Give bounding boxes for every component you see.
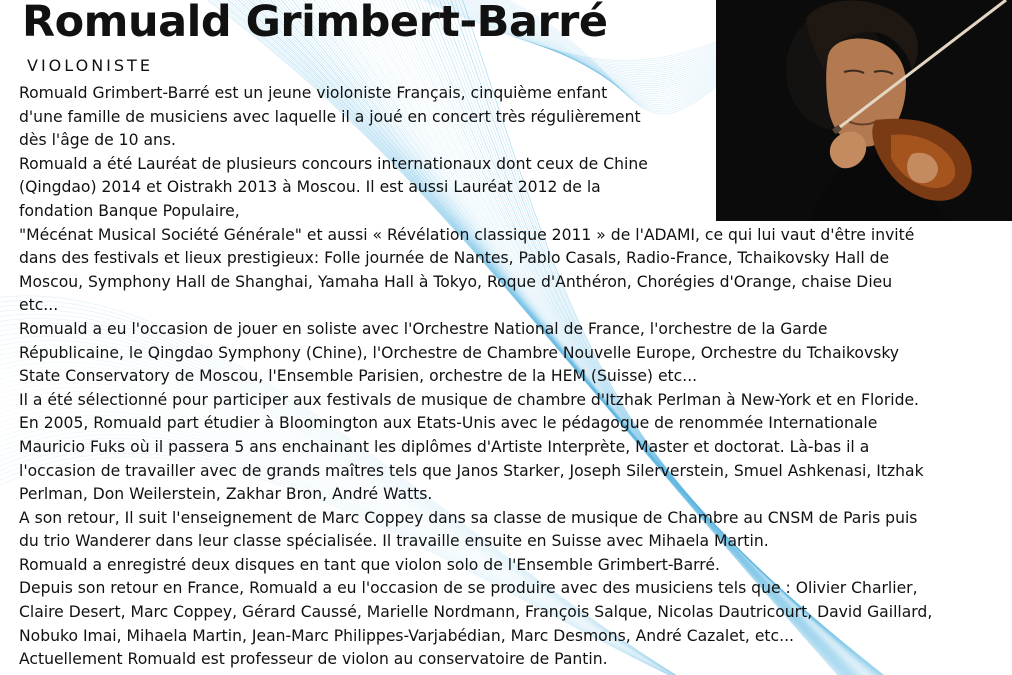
text-line: d'une famille de musiciens avec laquelle il a joué en concert très régulièrement bbox=[19, 107, 641, 126]
paragraph-awards bbox=[19, 153, 709, 224]
text-line: State Conservatory de Moscou, l'Ensemble Parisien, orchestre de la HEM (Suisse) etc... bbox=[19, 367, 698, 386]
text-line: "Mécénat Musical Société Générale" et aussi « Révélation classique 2011 » de l'ADAMI, ce qui lui vaut d'être invité bbox=[19, 225, 915, 244]
text-line: l'occasion de travailler avec de grands maîtres tels que Janos Starker, Joseph Silerverstein, Smuel Ashkenasi, Itzhak bbox=[19, 461, 924, 480]
paragraph-collaborations bbox=[19, 577, 1009, 648]
paragraph-festivals bbox=[19, 224, 1009, 318]
paragraph-bloomington bbox=[19, 412, 1009, 506]
paragraph-intro bbox=[19, 82, 709, 153]
biography-text bbox=[19, 82, 1009, 672]
paragraph-soloist bbox=[19, 318, 1009, 389]
text-line: Mauricio Fuks où il passera 5 ans enchainant les diplômes d'Artiste Interprète, Master et doctorat. Là-bas il a bbox=[19, 437, 870, 456]
text-line: Depuis son retour en France, Romuald a eu l'occasion de se produire avec des musiciens tels que : Olivier Charlier, bbox=[19, 579, 918, 598]
paragraph-return bbox=[19, 507, 1009, 554]
paragraph-perlman bbox=[19, 389, 1009, 413]
text-line: dans des festivals et lieux prestigieux: Folle journée de Nantes, Pablo Casals, Radio-France, Tchaikovsky Hall de bbox=[19, 249, 890, 268]
text-line: Nobuko Imai, Mihaela Martin, Jean-Marc Philippes-Varjabédian, Marc Desmons, André Cazalet, etc... bbox=[19, 626, 794, 645]
paragraph-recordings bbox=[19, 554, 1009, 578]
text-line: Romuald a enregistré deux disques en tant que violon solo de l'Ensemble Grimbert-Barré. bbox=[19, 555, 720, 574]
text-line: Romuald a eu l'occasion de jouer en soliste avec l'Orchestre National de France, l'orchestre de la Garde bbox=[19, 319, 828, 338]
text-line: Actuellement Romuald est professeur de violon au conservatoire de Pantin. bbox=[19, 650, 608, 669]
text-line: etc... bbox=[19, 296, 59, 315]
paragraph-current bbox=[19, 648, 1009, 672]
text-line: (Qingdao) 2014 et Oistrakh 2013 à Moscou. Il est aussi Lauréat 2012 de la bbox=[19, 178, 601, 197]
subtitle-role: VIOLONISTE bbox=[27, 56, 153, 75]
text-line: A son retour, Il suit l'enseignement de Marc Coppey dans sa classe de musique de Chambre au CNSM de Paris puis bbox=[19, 508, 918, 527]
text-line: fondation Banque Populaire, bbox=[19, 201, 240, 220]
page-title: Romuald Grimbert-Barré bbox=[22, 0, 608, 47]
text-line: Claire Desert, Marc Coppey, Gérard Caussé, Marielle Nordmann, François Salque, Nicolas Dautricourt, David Gaillard, bbox=[19, 603, 933, 622]
text-line: Moscou, Symphony Hall de Shanghai, Yamaha Hall à Tokyo, Roque d'Anthéron, Chorégies d'Orange, chaise Dieu bbox=[19, 272, 893, 291]
text-line: Républicaine, le Qingdao Symphony (Chine), l'Orchestre de Chambre Nouvelle Europe, Orchestre du Tchaikovsky bbox=[19, 343, 900, 362]
text-line: du trio Wanderer dans leur classe spécialisée. Il travaille ensuite en Suisse avec Mihaela Martin. bbox=[19, 532, 769, 551]
text-line: En 2005, Romuald part étudier à Bloomington aux Etats-Unis avec le pédagogue de renommée Internationale bbox=[19, 414, 878, 433]
text-line: Il a été sélectionné pour participer aux festivals de musique de chambre d'Itzhak Perlman à New-York et en Floride. bbox=[19, 390, 920, 409]
text-line: Romuald Grimbert-Barré est un jeune violoniste Français, cinquième enfant bbox=[19, 84, 608, 102]
text-line: Perlman, Don Weilerstein, Zakhar Bron, André Watts. bbox=[19, 485, 433, 504]
text-line: dès l'âge de 10 ans. bbox=[19, 131, 176, 150]
text-line: Romuald a été Lauréat de plusieurs concours internationaux dont ceux de Chine bbox=[19, 154, 648, 173]
